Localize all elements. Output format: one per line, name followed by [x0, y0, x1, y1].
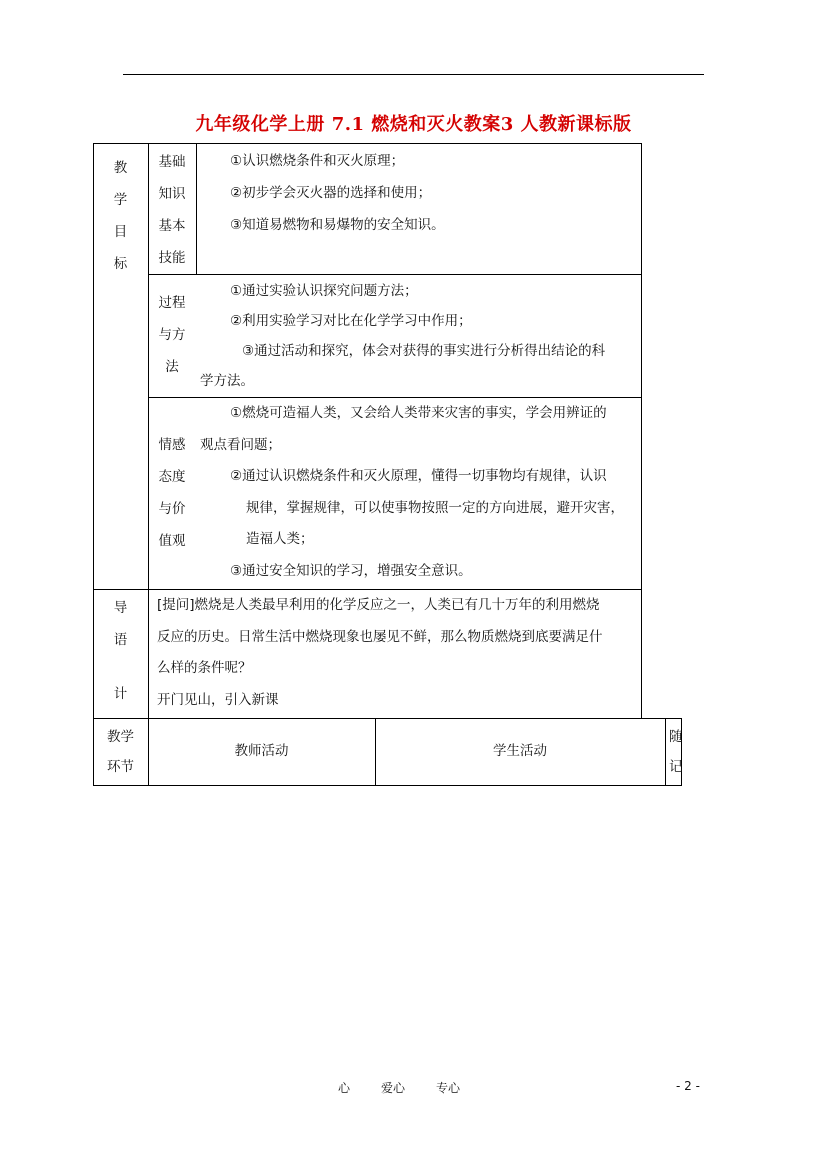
list-item: ①通过实验认识探究问题方法； [230, 283, 418, 299]
list-item: 规律，掌握规律，可以使事物按照一定的方向进展，避开灾害， [246, 499, 624, 516]
table-divider [665, 718, 666, 786]
paragraph-line: 么样的条件呢？ [157, 660, 252, 676]
process-methods-label: 过程 与方 法 [158, 295, 186, 375]
list-item: 造福人类； [246, 531, 314, 547]
notes-header: 随 记 [669, 729, 682, 775]
objectives-label: 教 学 目 标 [113, 160, 128, 272]
attitude-values-label: 情感 态度 与价 值观 [158, 437, 186, 549]
teacher-activity-header: 教师活动 [234, 743, 289, 759]
knowledge-skills-label: 基础 知识 基本 技能 [158, 154, 186, 266]
list-item: 观点看问题； [200, 436, 281, 453]
teaching-stage-header: 教学 环节 [107, 729, 134, 775]
list-item: ②通过认识燃烧条件和灭火原理，懂得一切事物均有规律，认识 [230, 468, 607, 484]
list-item: ①燃烧可造福人类，又会给人类带来灾害的事实，学会用辨证的 [230, 405, 607, 421]
header-rule [123, 74, 704, 75]
student-activity-header: 学生活动 [493, 743, 547, 759]
list-item: ③知道易燃物和易爆物的安全知识。 [230, 217, 445, 233]
paragraph-line: 反应的历史。日常生活中燃烧现象也屡见不鲜，那么物质燃烧到底要满足什 [157, 628, 603, 645]
attitude-items [200, 398, 624, 587]
table-divider [148, 143, 149, 719]
footer-slogan-3: 专心 [436, 1081, 461, 1095]
footer-slogan-1: 心 [338, 1081, 351, 1095]
intro-label: 导 语 计 [113, 600, 128, 702]
footer-slogan-2: 爱心 [381, 1081, 406, 1095]
list-item: ①认识燃烧条件和灭火原理； [230, 153, 405, 169]
list-item: ②初步学会灭火器的选择和使用； [230, 185, 432, 201]
paragraph-line: 开门见山，引入新课 [157, 691, 279, 708]
paragraph-line: [提问]燃烧是人类最早利用的化学反应之一，人类已有几十万年的利用燃烧 [157, 597, 600, 613]
list-item: 学方法。 [200, 373, 254, 389]
knowledge-items [230, 145, 445, 241]
page-number: - 2 - [676, 1079, 700, 1093]
list-item: ③通过活动和探究，体会对获得的事实进行分析得出结论的科 [242, 343, 606, 359]
table-divider [196, 143, 197, 274]
document-title: 九年级化学上册 7.1 燃烧和灭火教案3 人教新课标版 [195, 114, 632, 135]
list-item: ③通过安全知识的学习，增强安全意识。 [230, 562, 472, 579]
list-item: ②利用实验学习对比在化学学习中作用； [230, 313, 472, 329]
intro-text [157, 590, 603, 716]
process-items [200, 276, 605, 396]
table-divider [148, 274, 641, 275]
